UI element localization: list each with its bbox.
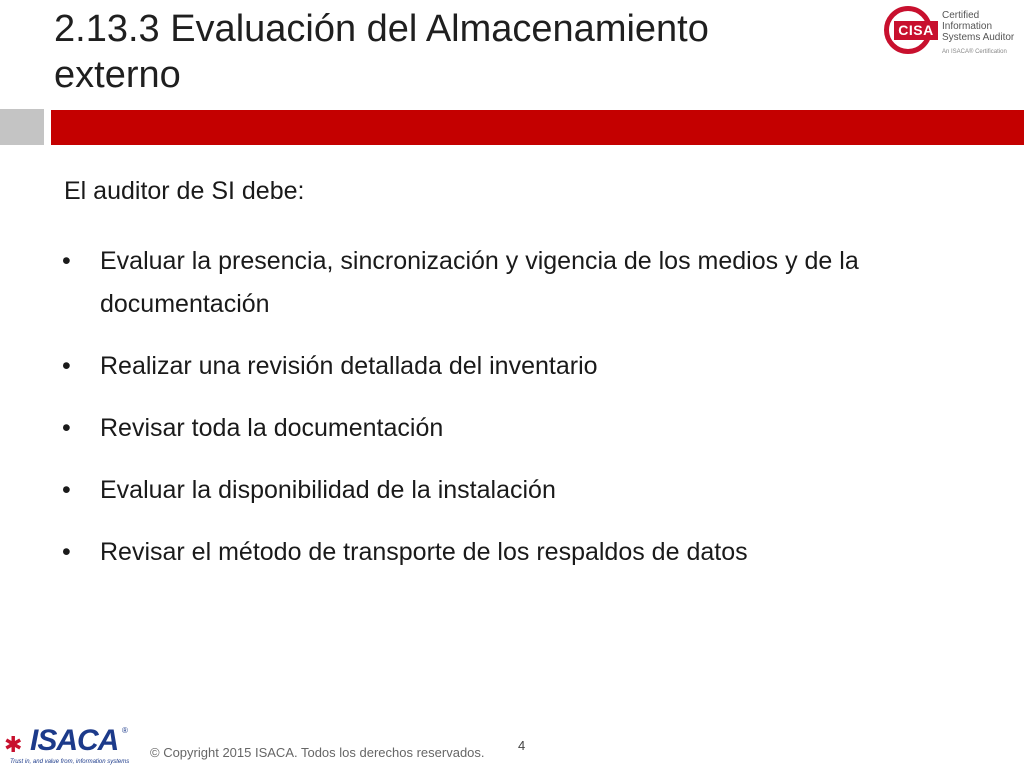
bullet-item bbox=[62, 345, 982, 388]
slide-title-line-1: 2.13.3 Evaluación del Almacenamiento bbox=[54, 8, 709, 50]
page-number: 4 bbox=[518, 738, 526, 753]
bullet-dot-icon: • bbox=[62, 352, 71, 380]
cisa-logo bbox=[882, 6, 1022, 66]
bullet-dot-icon: • bbox=[62, 414, 71, 442]
bullet-text: Revisar el método de transporte de los respaldos de datos bbox=[100, 538, 748, 566]
cisa-label-line-1: Certified Information bbox=[942, 10, 993, 32]
bullet-text: Evaluar la presencia, sincronización y vigencia de los medios y de la documentación bbox=[100, 247, 859, 318]
copyright-text: © Copyright 2015 ISACA. Todos los derechos reservados. bbox=[150, 745, 485, 760]
cisa-label-line-2: Systems Auditor bbox=[942, 32, 1015, 43]
bullet-dot-icon: • bbox=[62, 247, 71, 275]
bullet-list bbox=[62, 240, 982, 593]
bullet-item bbox=[62, 240, 982, 326]
bullet-text: Revisar toda la documentación bbox=[100, 414, 444, 442]
isaca-logo bbox=[4, 724, 144, 768]
cisa-sublabel: An ISACA® Certification bbox=[942, 49, 1007, 55]
bullet-dot-icon: • bbox=[62, 538, 71, 566]
slide-title bbox=[54, 6, 854, 98]
header-gray-bar bbox=[0, 109, 44, 145]
bullet-item bbox=[62, 531, 982, 574]
isaca-star-icon: ✱ bbox=[4, 732, 23, 757]
isaca-wordmark: ISACA bbox=[30, 724, 119, 757]
isaca-tagline: Trust in, and value from, information systems bbox=[10, 759, 130, 765]
intro-text: El auditor de SI debe: bbox=[64, 177, 305, 205]
bullet-text: Evaluar la disponibilidad de la instalación bbox=[100, 476, 556, 504]
cisa-badge: CISA bbox=[894, 21, 938, 40]
bullet-item bbox=[62, 407, 982, 450]
cisa-label bbox=[942, 10, 1024, 43]
bullet-dot-icon: • bbox=[62, 476, 71, 504]
bullet-item bbox=[62, 469, 982, 512]
slide-title-line-2: externo bbox=[54, 54, 181, 96]
registered-icon: ® bbox=[122, 726, 128, 735]
header-red-bar bbox=[51, 110, 1024, 145]
bullet-text: Realizar una revisión detallada del inventario bbox=[100, 352, 598, 380]
